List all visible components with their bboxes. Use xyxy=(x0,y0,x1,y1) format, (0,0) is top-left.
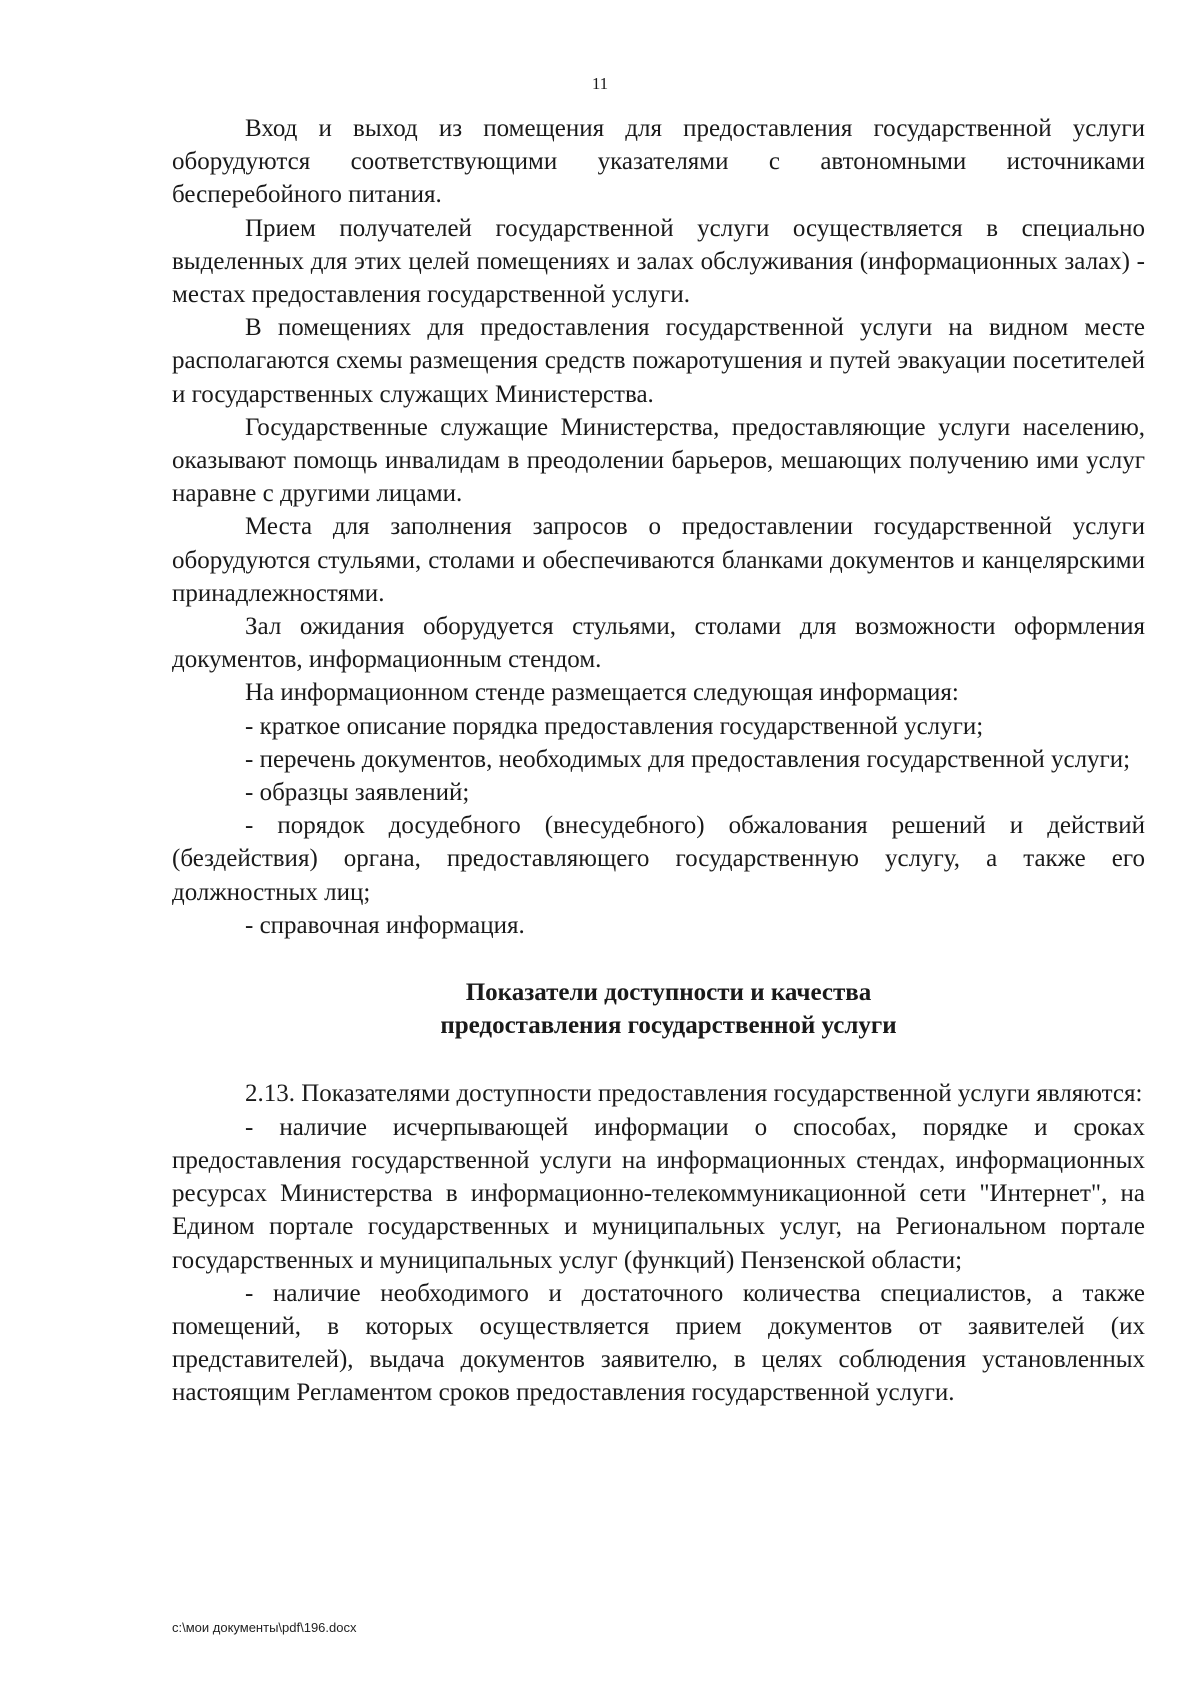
list-item: - перечень документов, необходимых для предоставления государственной услуги; xyxy=(245,745,1131,773)
paragraph: Зал ожидания оборудуется стульями, столами для возможности оформления документов, информационным стендом. xyxy=(172,613,1145,674)
section-heading-line: Показатели доступности и качества xyxy=(465,979,872,1007)
paragraph: Прием получателей государственной услуги осуществляется в специально выделенных для этих целей помещениях и залах обслуживания (информационных залах) - местах предоставления государственной услуги. xyxy=(172,214,1145,309)
list-item: - порядок досудебного (внесудебного) обжалования решений и действий (бездействия) органа, предоставляющего государственную услугу, а также его должностных лиц; xyxy=(172,812,1145,906)
list-item: - образцы заявлений; xyxy=(245,779,470,807)
footer-file-path: c:\мои документы\pdf\196.docx xyxy=(172,1620,357,1635)
list-item: - наличие исчерпывающей информации о способах, порядке и сроках предоставления государственной услуги на информационных стендах, информационных ресурсах Министерства в информационно-телекоммуникационной сети "Интернет", на Едином портале государственных и муниципальных услуг, на Региональном портале государственных и муниципальных услуг (функций) Пензенской области; xyxy=(172,1113,1145,1274)
paragraph: Места для заполнения запросов о предоставлении государственной услуги оборудуются стульями, столами и обеспечиваются бланками документов и канцелярскими принадлежностями. xyxy=(172,513,1145,607)
list-item: - справочная информация. xyxy=(245,911,525,939)
paragraph: В помещениях для предоставления государственной услуги на видном месте располагаются схемы размещения средств пожаротушения и путей эвакуации посетителей и государственных служащих Министерства. xyxy=(172,314,1145,408)
section-heading xyxy=(172,976,1145,1042)
list-item: - краткое описание порядка предоставления государственной услуги; xyxy=(245,712,984,740)
paragraph: Вход и выход из помещения для предоставления государственной услуги оборудуются соответствующими указателями с автономными источниками бесперебойного питания. xyxy=(172,115,1145,209)
paragraph: На информационном стенде размещается следующая информация: xyxy=(245,679,959,707)
document-body xyxy=(172,112,1145,1410)
list-item: - наличие необходимого и достаточного количества специалистов, а также помещений, в которых осуществляется прием документов от заявителей (их представителей), выдача документов заявителю, в целях соблюдения установленных настоящим Регламентом сроков предоставления государственной услуги. xyxy=(172,1279,1145,1407)
section-heading-line: предоставления государственной услуги xyxy=(440,1012,897,1040)
page-number: 11 xyxy=(591,74,609,93)
paragraph: 2.13. Показателями доступности предоставления государственной услуги являются: xyxy=(245,1080,1143,1108)
paragraph: Государственные служащие Министерства, предоставляющие услуги населению, оказывают помощь инвалидам в преодолении барьеров, мешающих получению ими услуг наравне с другими лицами. xyxy=(172,413,1145,508)
